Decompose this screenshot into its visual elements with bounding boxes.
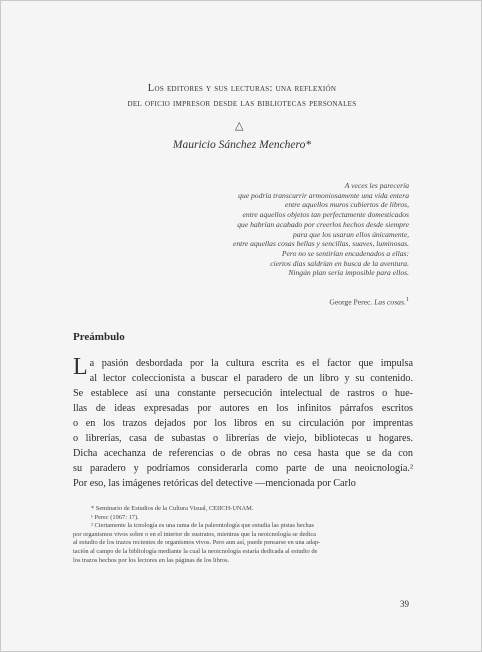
body-line: a pasión desbordada por la cultura escrita es el factor que impulsa (89, 358, 413, 369)
footnote: ² Ciertamente la icnología es una rama de la paleontología que estudia las pistas hechas (91, 522, 315, 530)
body-line: o en los trazos dejados por los libros en su circulación por imprentas (73, 418, 413, 429)
footnote-continuation: los trazos hechos por los lectores en las páginas de los libros. (73, 556, 230, 564)
article-title (61, 81, 423, 111)
body-line: su paradero y podríamos considerarla como parte de una neoicnología.² (73, 463, 413, 474)
footnote-continuation: tación al campo de la bibliología mediante la cual la neoicnología estaría dedicada al estudio de (73, 547, 318, 555)
triangle-ornament-icon: △ (235, 120, 244, 132)
epigraph-line: Ningún plan sería imposible para ellos. (288, 268, 409, 278)
epigraph-line: para que los usaran ellos únicamente, (292, 229, 409, 239)
footnote: ¹ Perec (1967: 17). (91, 513, 139, 521)
epigraph-line: A veces les parecería (344, 181, 409, 190)
author-name: Mauricio Sánchez Menchero* (172, 139, 312, 151)
footnote-continuation: al estudio de los trazos recientes de organismos vivos. Pero aun así, puede pensarse en una adap- (73, 539, 321, 547)
epigraph-line: que podría transcurrir armoniosamente una vida entera (238, 190, 409, 200)
body-line: llas de ideas expresadas por autores en los infinitos párrafos escritos (73, 403, 413, 414)
body-line: al lector coleccionista a buscar el paradero de un libro y su contenido. (89, 373, 413, 384)
epigraph-line: ciertos días saldrían en busca de la aventura. (270, 258, 409, 268)
body-paragraph (73, 356, 413, 491)
footnotes (73, 505, 413, 565)
epigraph-line: entre aquellos muros cubiertos de libros, (284, 200, 409, 210)
page-number: 39 (400, 599, 409, 609)
epigraph-line: entre aquellas cosas bellas y sencillas, suaves, luminosas. (232, 239, 409, 249)
epigraph-line: entre aquellos objetos tan perfectamente domesticados (242, 210, 409, 220)
body-line: o librerías, casa de subastas o librerías de viejo, bibliotecas u hogares. (73, 433, 413, 444)
epigraph-line: Pero no se sentirían encadenados a ellas: (281, 248, 409, 258)
attribution-author: George Perec. (329, 297, 373, 307)
attribution-work: Las cosas. (374, 297, 406, 307)
footnote-continuation: por organismos vivos sobre o en el interior de sustratos, mientras que la neoicnología se dedica (73, 530, 317, 538)
body-line: Se establece así una constante persecución intelectual de rastros o hue- (73, 388, 413, 399)
attribution-footnote-ref: 1 (405, 296, 409, 303)
body-line: Por eso, las imágenes retóricas del detective —mencionada por Carlo (73, 478, 356, 489)
epigraph-attribution (209, 296, 409, 307)
epigraph (149, 181, 409, 278)
body-line: Dicha acechanza de referencias o de obras no cesa hasta que se da con (73, 448, 413, 459)
title-line-2: del oficio impresor desde las bibliotecas personales (127, 98, 357, 109)
footnote: * Seminario de Estudios de la Cultura Visual, CEIICH-UNAM. (91, 505, 254, 512)
drop-cap: L (73, 354, 88, 380)
section-heading: Preámbulo (73, 331, 125, 343)
title-line-1: Los editores y sus lecturas: una reflexión (147, 83, 337, 94)
epigraph-line: que habrían acabado por creerlos hechos desde siempre (237, 219, 409, 229)
